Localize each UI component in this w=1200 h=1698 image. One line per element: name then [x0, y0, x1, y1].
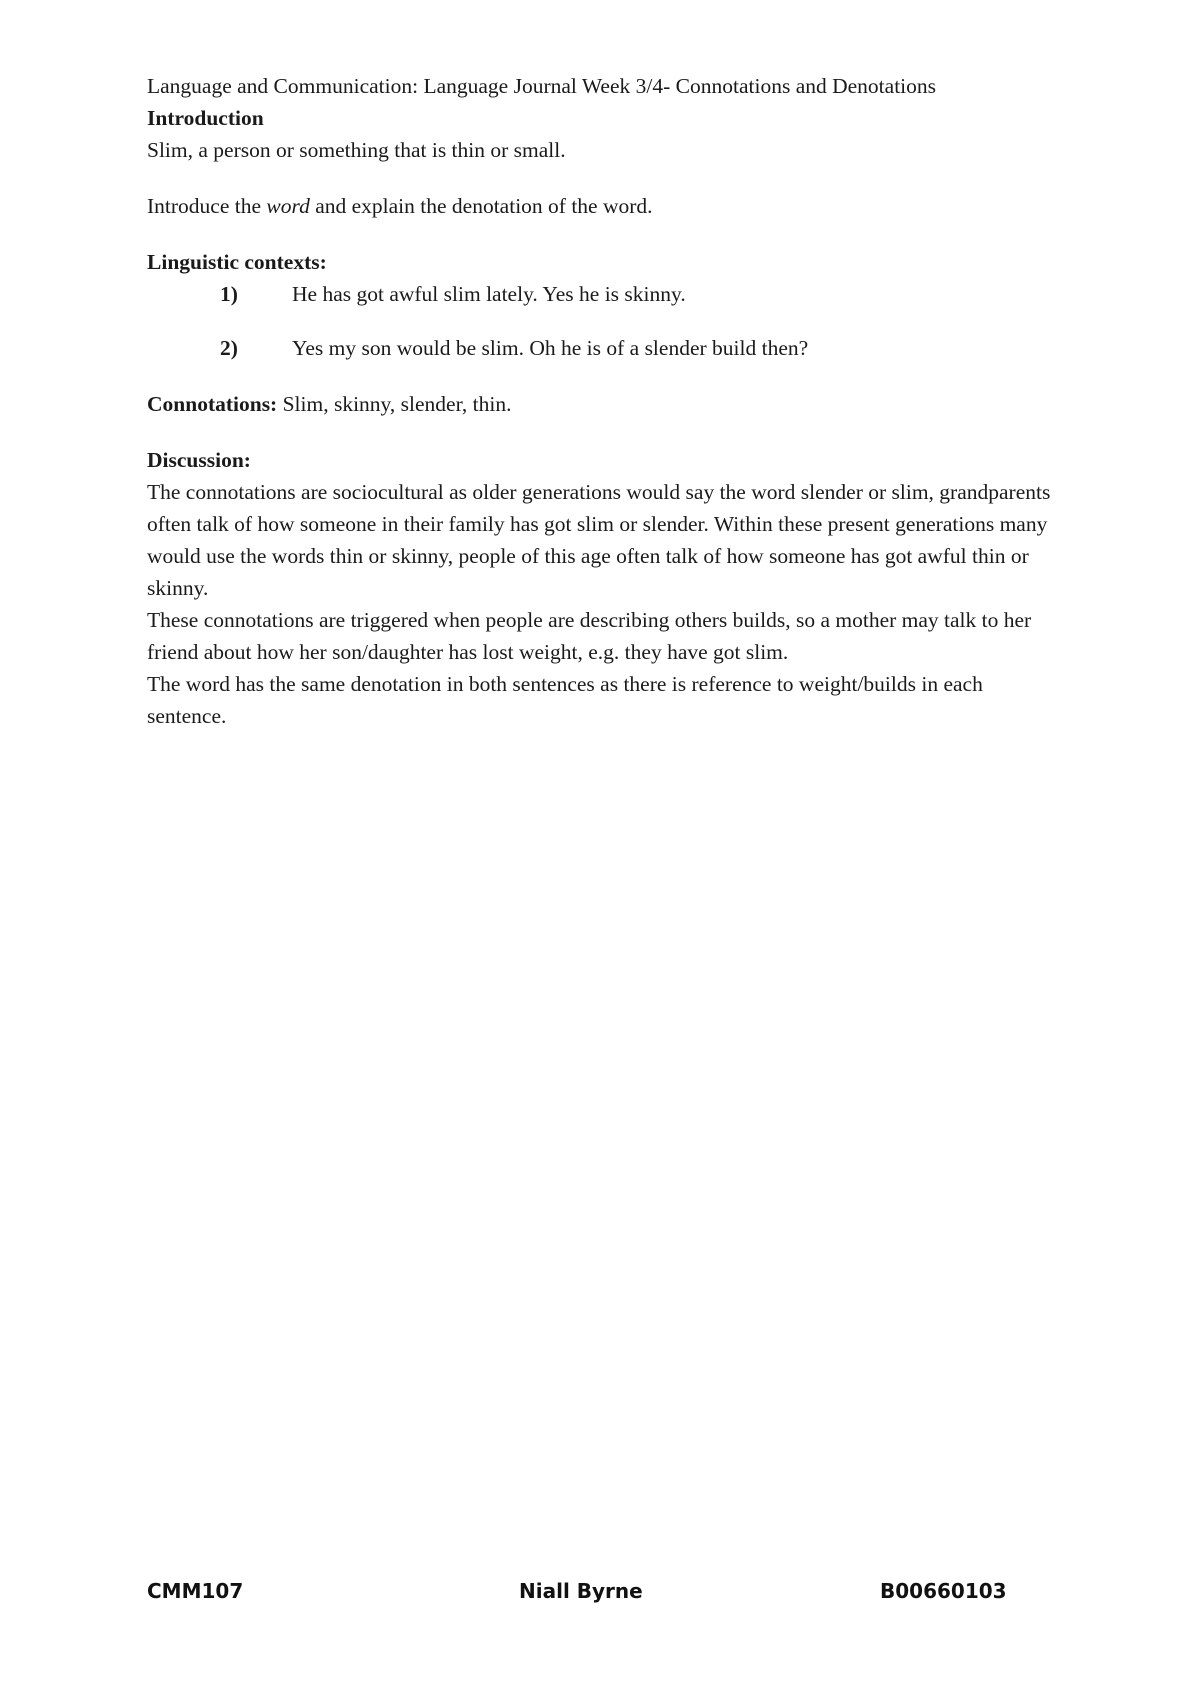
discussion-heading: Discussion: — [147, 448, 251, 472]
instruction-text-start: Introduce the — [147, 194, 267, 218]
discussion-paragraph: The connotations are sociocultural as older generations would say the word slender or slim, grandparents often talk of how someone in their family has got slim or slender. Within these present generations many would use the words thin or skinny, people of this age often talk of how someone has got awful thin or skinny. — [147, 480, 1051, 600]
list-item-text: He has got awful slim lately. Yes he is skinny. — [292, 282, 686, 306]
connotations-line — [147, 388, 1067, 420]
introduction-heading: Introduction — [147, 106, 264, 130]
discussion-paragraph: The word has the same denotation in both sentences as there is reference to weight/builds in each sentence. — [147, 672, 983, 728]
instruction-text-end: and explain the denotation of the word. — [309, 194, 653, 218]
footer-author: Niall Byrne — [519, 1579, 643, 1603]
discussion-paragraph: These connotations are triggered when people are describing others builds, so a mother may talk to her friend about how her son/daughter has lost weight, e.g. they have got slim. — [147, 608, 1032, 664]
connotations-text: Slim, skinny, slender, thin. — [277, 392, 512, 416]
list-item-number: 1) — [220, 282, 238, 306]
footer-module-code: CMM107 — [147, 1579, 244, 1603]
document-body — [147, 70, 1067, 732]
instruction-italic-word: word — [266, 194, 310, 218]
introduction-definition: Slim, a person or something that is thin or small. — [147, 138, 566, 162]
context-list — [147, 278, 1067, 364]
footer-student-id: B00660103 — [880, 1579, 1007, 1603]
list-item-number: 2) — [220, 336, 238, 360]
introduction-instruction — [147, 190, 1067, 222]
list-item-text: Yes my son would be slim. Oh he is of a slender build then? — [292, 336, 809, 360]
document-title: Language and Communication: Language Journal Week 3/4- Connotations and Denotations — [147, 74, 937, 98]
list-item — [147, 278, 1067, 310]
linguistic-contexts-heading: Linguistic contexts: — [147, 250, 327, 274]
list-item — [147, 332, 1067, 364]
connotations-label: Connotations: — [147, 392, 278, 416]
